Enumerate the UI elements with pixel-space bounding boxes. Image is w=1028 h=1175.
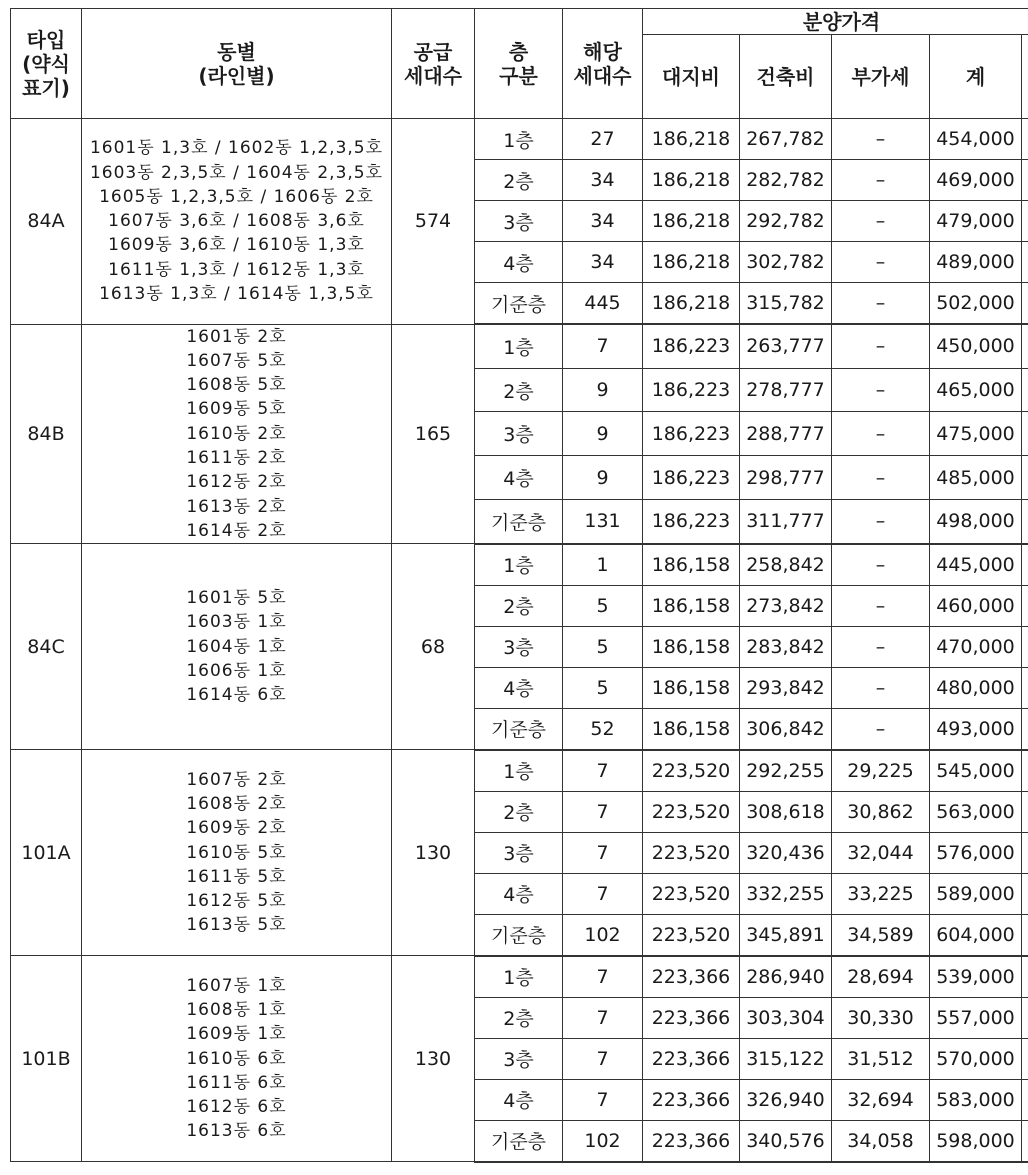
floor-cell: 1층: [475, 544, 563, 586]
vat-cell: 34,058: [832, 1120, 930, 1162]
total-cell: 465,000: [930, 368, 1022, 412]
building-cell: 258,842: [740, 544, 832, 586]
table-header: [11, 9, 1028, 119]
overflow-cell: [1022, 708, 1028, 750]
building-cell: 283,842: [740, 626, 832, 667]
building-cell: 298,777: [740, 456, 832, 500]
header-floor-line: 층: [508, 39, 529, 64]
type-cell: 101A: [11, 750, 82, 956]
dong-line: 1608동 5호: [186, 375, 287, 396]
header-overflow-cell: [1022, 35, 1028, 119]
floor-cell: 3층: [475, 201, 563, 242]
land-cell: 186,218: [643, 119, 740, 160]
floor-cell: 4층: [475, 1079, 563, 1120]
header-units-line: 해당: [583, 39, 622, 64]
dong-cell: [82, 324, 392, 544]
floor-cell: 기준층: [475, 1120, 563, 1162]
land-cell: 186,218: [643, 201, 740, 242]
total-cell: 498,000: [930, 499, 1022, 543]
land-cell: 223,520: [643, 873, 740, 914]
header-type-line: 타입: [26, 27, 66, 52]
dong-line: 1614동 6호: [186, 685, 287, 706]
building-cell: 278,777: [740, 368, 832, 412]
floor-cell: 1층: [475, 119, 563, 160]
overflow-cell: [1022, 201, 1028, 242]
total-cell: 479,000: [930, 201, 1022, 242]
land-cell: 223,366: [643, 1038, 740, 1079]
units-cell: 7: [563, 997, 643, 1038]
table-row: [11, 750, 1028, 792]
building-cell: 302,782: [740, 242, 832, 283]
building-cell: 345,891: [740, 914, 832, 956]
vat-cell: –: [832, 242, 930, 283]
building-cell: 292,782: [740, 201, 832, 242]
units-cell: 9: [563, 412, 643, 456]
building-cell: 288,777: [740, 412, 832, 456]
floor-cell: 기준층: [475, 283, 563, 325]
land-cell: 186,218: [643, 242, 740, 283]
units-cell: 7: [563, 1079, 643, 1120]
dong-line: 1609동 1호: [186, 1024, 287, 1045]
land-cell: 186,158: [643, 667, 740, 708]
header-units: [563, 9, 643, 119]
land-cell: 186,158: [643, 544, 740, 586]
building-cell: 320,436: [740, 832, 832, 873]
overflow-cell: [1022, 499, 1028, 543]
units-cell: 5: [563, 667, 643, 708]
vat-cell: 31,512: [832, 1038, 930, 1079]
overflow-cell: [1022, 544, 1028, 586]
land-cell: 223,520: [643, 750, 740, 792]
dong-line: 1605동 1,2,3,5호 / 1606동 2호: [99, 186, 374, 207]
land-cell: 223,366: [643, 997, 740, 1038]
table-row: [11, 544, 1028, 586]
total-cell: 576,000: [930, 832, 1022, 873]
supply-cell: 130: [392, 750, 475, 956]
overflow-cell: [1022, 873, 1028, 914]
units-cell: 7: [563, 832, 643, 873]
units-cell: 9: [563, 368, 643, 412]
total-cell: 460,000: [930, 585, 1022, 626]
total-cell: 570,000: [930, 1038, 1022, 1079]
units-cell: 102: [563, 1120, 643, 1162]
units-cell: 34: [563, 201, 643, 242]
units-cell: 34: [563, 160, 643, 201]
land-cell: 186,158: [643, 708, 740, 750]
vat-cell: –: [832, 626, 930, 667]
vat-cell: –: [832, 160, 930, 201]
overflow-cell: [1022, 832, 1028, 873]
total-cell: 539,000: [930, 956, 1022, 998]
land-cell: 186,223: [643, 412, 740, 456]
header-dong-line: (라인별): [198, 63, 275, 88]
land-cell: 186,223: [643, 324, 740, 368]
total-cell: 563,000: [930, 791, 1022, 832]
dong-cell: [82, 544, 392, 750]
floor-cell: 2층: [475, 997, 563, 1038]
dong-cell: [82, 956, 392, 1162]
dong-line: 1601동 2호: [186, 326, 287, 347]
dong-line: 1612동 5호: [186, 891, 287, 912]
header-dong: [82, 9, 392, 119]
total-cell: 545,000: [930, 750, 1022, 792]
total-cell: 583,000: [930, 1079, 1022, 1120]
dong-line: 1610동 5호: [186, 842, 287, 863]
header-units-line: 세대수: [573, 63, 632, 88]
dong-line: 1609동 5호: [186, 399, 287, 420]
building-cell: 332,255: [740, 873, 832, 914]
total-cell: 454,000: [930, 119, 1022, 160]
type-cell: 84A: [11, 119, 82, 325]
supply-cell: 574: [392, 119, 475, 325]
overflow-cell: [1022, 1038, 1028, 1079]
header-land: 대지비: [643, 35, 740, 119]
vat-cell: 32,044: [832, 832, 930, 873]
land-cell: 223,520: [643, 791, 740, 832]
dong-line: 1603동 1호: [186, 612, 287, 633]
units-cell: 5: [563, 585, 643, 626]
overflow-cell: [1022, 997, 1028, 1038]
vat-cell: 29,225: [832, 750, 930, 792]
total-cell: 475,000: [930, 412, 1022, 456]
floor-cell: 기준층: [475, 499, 563, 543]
floor-cell: 4층: [475, 242, 563, 283]
vat-cell: –: [832, 119, 930, 160]
vat-cell: –: [832, 456, 930, 500]
total-cell: 450,000: [930, 324, 1022, 368]
units-cell: 52: [563, 708, 643, 750]
supply-cell: 68: [392, 544, 475, 750]
units-cell: 34: [563, 242, 643, 283]
overflow-cell: [1022, 791, 1028, 832]
overflow-cell: [1022, 242, 1028, 283]
building-cell: 263,777: [740, 324, 832, 368]
total-cell: 557,000: [930, 997, 1022, 1038]
overflow-cell: [1022, 585, 1028, 626]
building-cell: 326,940: [740, 1079, 832, 1120]
land-cell: 223,366: [643, 1079, 740, 1120]
vat-cell: –: [832, 283, 930, 325]
overflow-cell: [1022, 667, 1028, 708]
dong-line: 1612동 6호: [186, 1097, 287, 1118]
type-cell: 84C: [11, 544, 82, 750]
floor-cell: 기준층: [475, 708, 563, 750]
total-cell: 480,000: [930, 667, 1022, 708]
table-row: [11, 956, 1028, 998]
dong-line: 1611동 6호: [186, 1072, 287, 1093]
overflow-cell: [1022, 456, 1028, 500]
dong-line: 1612동 2호: [186, 472, 287, 493]
dong-line: 1610동 2호: [186, 423, 287, 444]
building-cell: 292,255: [740, 750, 832, 792]
dong-line: 1613동 2호: [186, 496, 287, 517]
header-dong-line: 동별: [217, 39, 256, 64]
land-cell: 186,218: [643, 160, 740, 201]
dong-line: 1604동 1호: [186, 636, 287, 657]
header-floor-line: 구분: [499, 63, 538, 88]
vat-cell: 33,225: [832, 873, 930, 914]
overflow-cell: [1022, 119, 1028, 160]
units-cell: 9: [563, 456, 643, 500]
vat-cell: –: [832, 708, 930, 750]
vat-cell: 30,330: [832, 997, 930, 1038]
units-cell: 1: [563, 544, 643, 586]
overflow-cell: [1022, 283, 1028, 325]
building-cell: 282,782: [740, 160, 832, 201]
dong-line: 1611동 1,3호 / 1612동 1,3호: [108, 259, 365, 280]
vat-cell: 30,862: [832, 791, 930, 832]
total-cell: 589,000: [930, 873, 1022, 914]
land-cell: 223,520: [643, 914, 740, 956]
header-supply-line: 공급: [413, 39, 453, 64]
total-cell: 604,000: [930, 914, 1022, 956]
land-cell: 186,223: [643, 368, 740, 412]
floor-cell: 4층: [475, 456, 563, 500]
header-type: [11, 9, 82, 119]
header-building: 건축비: [740, 35, 832, 119]
total-cell: 598,000: [930, 1120, 1022, 1162]
vat-cell: –: [832, 585, 930, 626]
overflow-cell: [1022, 750, 1028, 792]
floor-cell: 2층: [475, 160, 563, 201]
total-cell: 469,000: [930, 160, 1022, 201]
vat-cell: –: [832, 499, 930, 543]
vat-cell: –: [832, 667, 930, 708]
land-cell: 223,366: [643, 1120, 740, 1162]
table-body: [11, 119, 1028, 1162]
land-cell: 186,223: [643, 499, 740, 543]
dong-line: 1611동 5호: [186, 866, 287, 887]
floor-cell: 3층: [475, 626, 563, 667]
dong-line: 1608동 1호: [186, 999, 287, 1020]
units-cell: 102: [563, 914, 643, 956]
overflow-cell: [1022, 626, 1028, 667]
floor-cell: 1층: [475, 324, 563, 368]
floor-cell: 1층: [475, 750, 563, 792]
price-table: [10, 8, 1028, 1163]
dong-line: 1610동 6호: [186, 1048, 287, 1069]
header-vat: 부가세: [832, 35, 930, 119]
land-cell: 186,223: [643, 456, 740, 500]
overflow-cell: [1022, 412, 1028, 456]
vat-cell: –: [832, 544, 930, 586]
total-cell: 489,000: [930, 242, 1022, 283]
dong-line: 1607동 2호: [186, 769, 287, 790]
units-cell: 445: [563, 283, 643, 325]
overflow-cell: [1022, 368, 1028, 412]
units-cell: 5: [563, 626, 643, 667]
header-supply: [392, 9, 475, 119]
dong-line: 1613동 1,3호 / 1614동 1,3,5호: [99, 283, 374, 304]
total-cell: 502,000: [930, 283, 1022, 325]
dong-line: 1607동 1호: [186, 975, 287, 996]
overflow-cell: [1022, 324, 1028, 368]
dong-line: 1608동 2호: [186, 793, 287, 814]
floor-cell: 2층: [475, 368, 563, 412]
dong-line: 1607동 3,6호 / 1608동 3,6호: [108, 211, 365, 232]
floor-cell: 기준층: [475, 914, 563, 956]
dong-line: 1609동 3,6호 / 1610동 1,3호: [108, 235, 365, 256]
floor-cell: 2층: [475, 585, 563, 626]
vat-cell: –: [832, 201, 930, 242]
land-cell: 186,158: [643, 585, 740, 626]
dong-line: 1611동 2호: [186, 447, 287, 468]
vat-cell: –: [832, 368, 930, 412]
dong-line: 1609동 2호: [186, 818, 287, 839]
total-cell: 493,000: [930, 708, 1022, 750]
vat-cell: –: [832, 324, 930, 368]
dong-cell: [82, 119, 392, 325]
vat-cell: 34,589: [832, 914, 930, 956]
building-cell: 315,122: [740, 1038, 832, 1079]
overflow-cell: [1022, 914, 1028, 956]
overflow-cell: [1022, 160, 1028, 201]
land-cell: 223,520: [643, 832, 740, 873]
dong-line: 1607동 5호: [186, 350, 287, 371]
building-cell: 293,842: [740, 667, 832, 708]
total-cell: 470,000: [930, 626, 1022, 667]
dong-cell: [82, 750, 392, 956]
floor-cell: 1층: [475, 956, 563, 998]
floor-cell: 4층: [475, 667, 563, 708]
vat-cell: –: [832, 412, 930, 456]
building-cell: 311,777: [740, 499, 832, 543]
floor-cell: 3층: [475, 832, 563, 873]
table-row: [11, 119, 1028, 160]
header-supply-line: 세대수: [404, 63, 462, 88]
land-cell: 223,366: [643, 956, 740, 998]
building-cell: 315,782: [740, 283, 832, 325]
units-cell: 27: [563, 119, 643, 160]
building-cell: 273,842: [740, 585, 832, 626]
header-price-group: 분양가격: [643, 9, 1028, 35]
vat-cell: 28,694: [832, 956, 930, 998]
overflow-cell: [1022, 956, 1028, 998]
floor-cell: 3층: [475, 412, 563, 456]
floor-cell: 2층: [475, 791, 563, 832]
type-cell: 101B: [11, 956, 82, 1162]
units-cell: 7: [563, 956, 643, 998]
type-cell: 84B: [11, 324, 82, 544]
total-cell: 485,000: [930, 456, 1022, 500]
dong-line: 1613동 6호: [186, 1121, 287, 1142]
dong-line: 1613동 5호: [186, 915, 287, 936]
overflow-cell: [1022, 1079, 1028, 1120]
header-type-line: 표기): [22, 75, 70, 100]
land-cell: 186,158: [643, 626, 740, 667]
units-cell: 7: [563, 873, 643, 914]
units-cell: 7: [563, 791, 643, 832]
header-floor: [475, 9, 563, 119]
vat-cell: 32,694: [832, 1079, 930, 1120]
dong-line: 1601동 1,3호 / 1602동 1,2,3,5호: [89, 138, 384, 159]
supply-cell: 165: [392, 324, 475, 544]
header-type-line: (약식: [22, 51, 70, 76]
dong-line: 1614동 2호: [186, 520, 287, 541]
building-cell: 267,782: [740, 119, 832, 160]
building-cell: 303,304: [740, 997, 832, 1038]
dong-line: 1606동 1호: [186, 660, 287, 681]
dong-line: 1601동 5호: [186, 587, 287, 608]
building-cell: 308,618: [740, 791, 832, 832]
floor-cell: 3층: [475, 1038, 563, 1079]
building-cell: 286,940: [740, 956, 832, 998]
dong-line: 1603동 2,3,5호 / 1604동 2,3,5호: [89, 162, 384, 183]
land-cell: 186,218: [643, 283, 740, 325]
building-cell: 340,576: [740, 1120, 832, 1162]
total-cell: 445,000: [930, 544, 1022, 586]
units-cell: 7: [563, 1038, 643, 1079]
overflow-cell: [1022, 1120, 1028, 1162]
floor-cell: 4층: [475, 873, 563, 914]
units-cell: 131: [563, 499, 643, 543]
supply-cell: 130: [392, 956, 475, 1162]
table-row: [11, 324, 1028, 368]
header-total: 계: [930, 35, 1022, 119]
units-cell: 7: [563, 750, 643, 792]
units-cell: 7: [563, 324, 643, 368]
building-cell: 306,842: [740, 708, 832, 750]
